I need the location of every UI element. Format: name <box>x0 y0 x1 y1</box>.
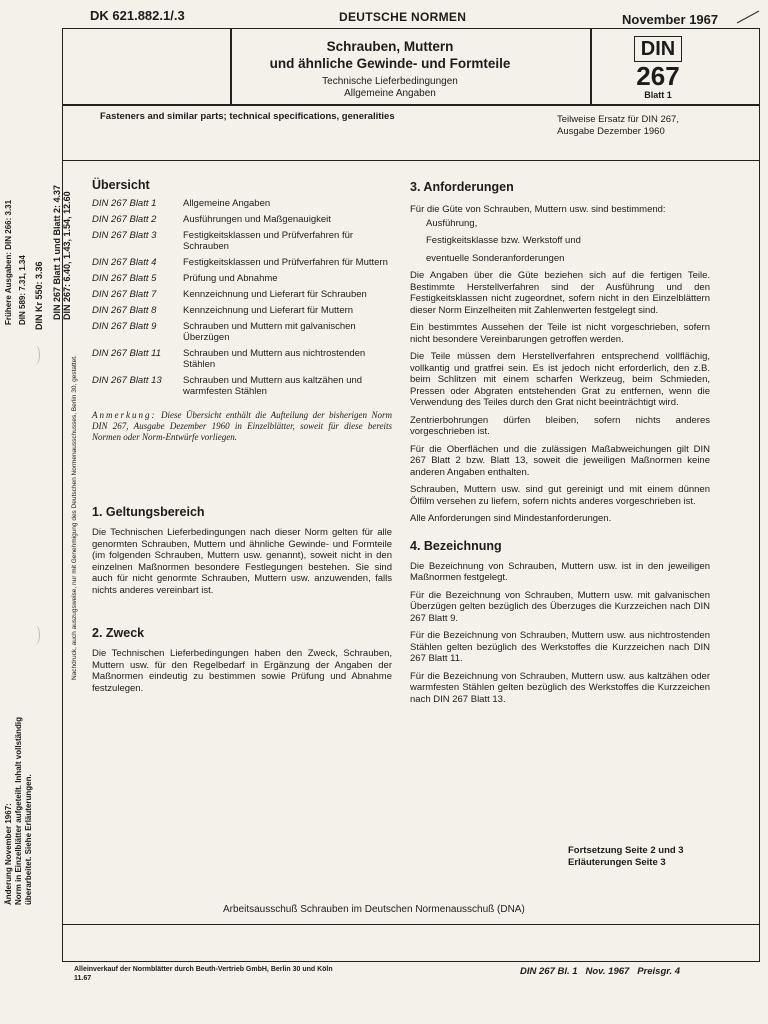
overview-title: Kennzeichnung und Lieferart für Muttern <box>183 305 354 316</box>
din-number: 267 <box>636 61 680 91</box>
overview-title: Schrauben und Muttern aus kaltzähen und warmfesten Stählen <box>183 375 363 397</box>
section-3-paragraph: Für die Oberflächen und die zulässigen Maßabweichungen gilt DIN 267 Blatt 2 bzw. Blatt 13, soweit die jeweiligen Maßnormen keine anderen Angaben enthalten. <box>410 443 710 478</box>
sales-notice <box>74 965 424 983</box>
former-edition-5: DIN 267: 6.40, 1.43, 1.54, 12.60 <box>62 191 72 320</box>
overview-title: Allgemeine Angaben <box>183 198 271 209</box>
continuation-line-1: Fortsetzung Seite 2 und 3 <box>568 845 684 856</box>
overview-item <box>92 214 392 225</box>
overview-item <box>92 257 392 268</box>
overview-title: Schrauben und Muttern aus nichtrostenden Stählen <box>183 348 366 370</box>
section-4-paragraph: Für die Bezeichnung von Schrauben, Muttern usw. aus kaltzähen oder warmfesten Stählen gelten bezüglich des Werkstoffes die Kurzzeichen nach DIN 267 Blatt 13. <box>410 670 710 705</box>
overview-title: Festigkeitsklassen und Prüfverfahren für Muttern <box>183 257 388 268</box>
overview-title: Ausführungen und Maßgenauigkeit <box>183 214 331 225</box>
replacement-note <box>557 114 679 138</box>
english-title: Fasteners and similar parts; technical specifications, generalities <box>100 111 395 122</box>
overview-note <box>92 410 392 443</box>
requirement-item: eventuelle Sonderanforderungen <box>426 252 565 264</box>
section-3-intro: Für die Güte von Schrauben, Muttern usw. sind bestimmend: <box>410 204 666 215</box>
note-label: Anmerkung: <box>92 410 157 420</box>
overview-list <box>92 198 392 397</box>
subtitle-line-1: Technische Lieferbedingungen <box>322 76 458 87</box>
pen-stroke-mark <box>736 10 760 24</box>
former-edition-2: DIN 589: 7.31, 1.34 <box>18 255 27 325</box>
section-4-paragraph: Die Bezeichnung von Schrauben, Muttern usw. ist in den jeweiligen Maßnormen festgelegt. <box>410 560 710 583</box>
replacement-line-2: Ausgabe Dezember 1960 <box>557 126 665 137</box>
document-subtitle <box>230 76 550 100</box>
overview-item <box>92 375 392 397</box>
overview-item <box>92 273 392 284</box>
overview-item <box>92 321 392 343</box>
section-4-heading: 4. Bezeichnung <box>410 538 502 553</box>
title-divider-right <box>590 28 592 104</box>
section-2-heading: 2. Zweck <box>92 626 145 640</box>
punch-hole-bottom <box>30 625 40 645</box>
subtitle-line-2: Allgemeine Angaben <box>344 88 436 99</box>
overview-item <box>92 348 392 370</box>
overview-title: Schrauben und Muttern mit galvanischen Überzügen <box>183 321 356 343</box>
dk-number: DK 621.882.1/.3 <box>90 8 185 23</box>
section-4-paragraph: Für die Bezeichnung von Schrauben, Muttern usw. mit galvanischen Überzügen gelten bezüglich des Überzuges die Kurzzeichen nach DIN 267 Blatt 9. <box>410 589 710 624</box>
former-edition-4: DIN 267 Blatt 1 und Blatt 2: 4.37 <box>52 184 62 320</box>
former-edition-3-text: DIN Kr 550: 3.36 <box>34 261 44 330</box>
left-column <box>92 178 392 694</box>
replacement-line-1: Teilweise Ersatz für DIN 267, <box>557 114 679 125</box>
overview-ref: DIN 267 Blatt 1 <box>92 198 157 209</box>
overview-title: Prüfung und Abnahme <box>183 273 278 284</box>
overview-ref: DIN 267 Blatt 5 <box>92 273 157 284</box>
former-edition-1: DIN 266: 3.31 <box>4 199 13 250</box>
committee-top-rule <box>62 924 760 925</box>
section-3-paragraph: Die Teile müssen dem Herstellverfahren entsprechend vollflächig, vollkantig und gratfrei sein. Es ist jedoch nicht erforderlich, den z.B. beim Schlitzen mit einem scharfen Werkzeug, beim Schmieden, Pressen oder Abgraten entstehenden Grat zu entfernen, wenn die Verwendung des Teiles durch den Grat nicht beeinträchtigt wird. <box>410 351 710 408</box>
change-notice-line-2: überarbeitet. Siehe Erläuterungen. <box>24 774 33 905</box>
note-text: Diese Übersicht enthält die Aufteilung der bisherigen Norm DIN 267, Ausgabe Dezember 1960 in Einzelblätter, soweit für diese bereits Normen oder Norm-Entwürfe vorliegen. <box>92 410 393 442</box>
section-3-paragraph: Die Angaben über die Güte beziehen sich auf die fertigen Teile. Bestimmte Herstellverfahren sind der Ausführung und den Festigkeitsklassen nicht zugeordnet, sofern nicht in den Einzelblättern dieser Norm Einzelheiten mit Zahlenwerten festgelegt sind. <box>410 270 710 316</box>
change-notice-line-1: Norm in Einzelblätter aufgeteilt. Inhalt vollständig <box>14 716 23 905</box>
section-3-heading: 3. Anforderungen <box>410 180 514 194</box>
overview-ref: DIN 267 Blatt 7 <box>92 289 157 300</box>
overview-ref: DIN 267 Blatt 3 <box>92 230 157 241</box>
right-column <box>410 180 710 705</box>
section-2-text: Die Technischen Lieferbedingungen haben den Zweck, Schrauben, Muttern usw. für den Regelbedarf in Ergänzung der Angaben der Maßnormen eindeutig zu bestimmen sowie Prüfung und Abnahme festzulegen. <box>92 648 392 694</box>
former-editions-heading: Frühere Ausgaben: <box>4 251 13 325</box>
english-bottom-rule <box>62 160 760 161</box>
committee-name: Arbeitsausschuß Schrauben im Deutschen Normenausschuß (DNA) <box>223 904 525 915</box>
continuation-line-2: Erläuterungen Seite 3 <box>568 857 666 868</box>
overview-item <box>92 305 392 316</box>
header-bottom-rule <box>62 104 760 106</box>
punch-hole-top <box>30 345 40 365</box>
sales-notice-line-2: 11.67 <box>74 975 92 982</box>
change-notice-heading: Änderung November 1967: <box>4 803 13 905</box>
overview-ref: DIN 267 Blatt 13 <box>92 375 162 386</box>
former-edition-3 <box>34 261 44 330</box>
overview-ref: DIN 267 Blatt 2 <box>92 214 157 225</box>
section-3-paragraph: Alle Anforderungen sind Mindestanforderungen. <box>410 513 612 524</box>
overview-ref: DIN 267 Blatt 11 <box>92 348 162 359</box>
title-line-2: und ähnliche Gewinde- und Formteile <box>269 56 511 71</box>
section-4-paragraph: Für die Bezeichnung von Schrauben, Muttern usw. aus nichtrostenden Stählen gelten bezüglich des Werkstoffes die Kurzzeichen nach DIN 267 Blatt 11. <box>410 630 710 664</box>
reprint-notice: Nachdruck, auch auszugsweise, nur mit Genehmigung des Deutschen Normenausschusses, Berlin 30, gestattet. <box>71 355 78 680</box>
din-label: DIN <box>634 36 682 62</box>
overview-item <box>92 289 392 300</box>
change-notice <box>4 665 34 905</box>
overview-ref: DIN 267 Blatt 4 <box>92 257 157 268</box>
title-line-1: Schrauben, Muttern <box>326 39 454 54</box>
overview-heading: Übersicht <box>92 178 150 192</box>
overview-ref: DIN 267 Blatt 8 <box>92 305 157 316</box>
continuation-note <box>568 845 684 869</box>
footer-reference: DIN 267 Bl. 1 Nov. 1967 Preisgr. 4 <box>520 966 681 977</box>
overview-item <box>92 230 392 252</box>
section-1-text: Die Technischen Lieferbedingungen nach dieser Norm gelten für alle genormten Schrauben, Muttern und ähnliche Gewinde- und Formteile (im folgenden Schrauben, Muttern usw. genannt), soweit nicht in den einzelnen Maßnormen besondere Festlegungen bestehen. Sie sind auch für nicht genormte Schrauben, Muttern usw. anzuwenden, falls nichts anderes vereinbart ist. <box>92 527 392 596</box>
din-identifier <box>608 36 708 100</box>
section-3-paragraph: Schrauben, Muttern usw. sind gut gereinigt und mit einem dünnen Ölfilm versehen zu liefern, sofern nichts anderes vorgeschrieben ist. <box>410 484 710 507</box>
overview-ref: DIN 267 Blatt 9 <box>92 321 157 332</box>
overview-title: Kennzeichnung und Lieferart für Schrauben <box>183 289 367 300</box>
section-3-paragraph: Zentrierbohrungen dürfen bleiben, sofern nichts anderes vorgeschrieben ist. <box>410 414 710 437</box>
former-editions-label <box>4 200 13 325</box>
din-sheet: Blatt 1 <box>644 90 672 100</box>
former-edition-4-5 <box>52 185 72 320</box>
requirement-item: Ausführung, <box>426 217 478 229</box>
document-title <box>230 38 550 72</box>
sales-notice-line-1: Alleinverkauf der Normblätter durch Beuth-Vertrieb GmbH, Berlin 30 und Köln <box>74 966 333 973</box>
section-1-heading: 1. Geltungsbereich <box>92 505 205 519</box>
requirement-item: Festigkeitsklasse bzw. Werkstoff und <box>426 235 581 246</box>
overview-title: Festigkeitsklassen und Prüfverfahren für Schrauben <box>183 230 354 252</box>
overview-item <box>92 198 392 209</box>
section-3-paragraph: Ein bestimmtes Aussehen der Teile ist nicht vorgeschrieben, sofern nicht besondere Vereinbarungen getroffen werden. <box>410 322 710 345</box>
issue-date: November 1967 <box>622 12 719 27</box>
deutsche-normen-heading: DEUTSCHE NORMEN <box>339 10 467 24</box>
